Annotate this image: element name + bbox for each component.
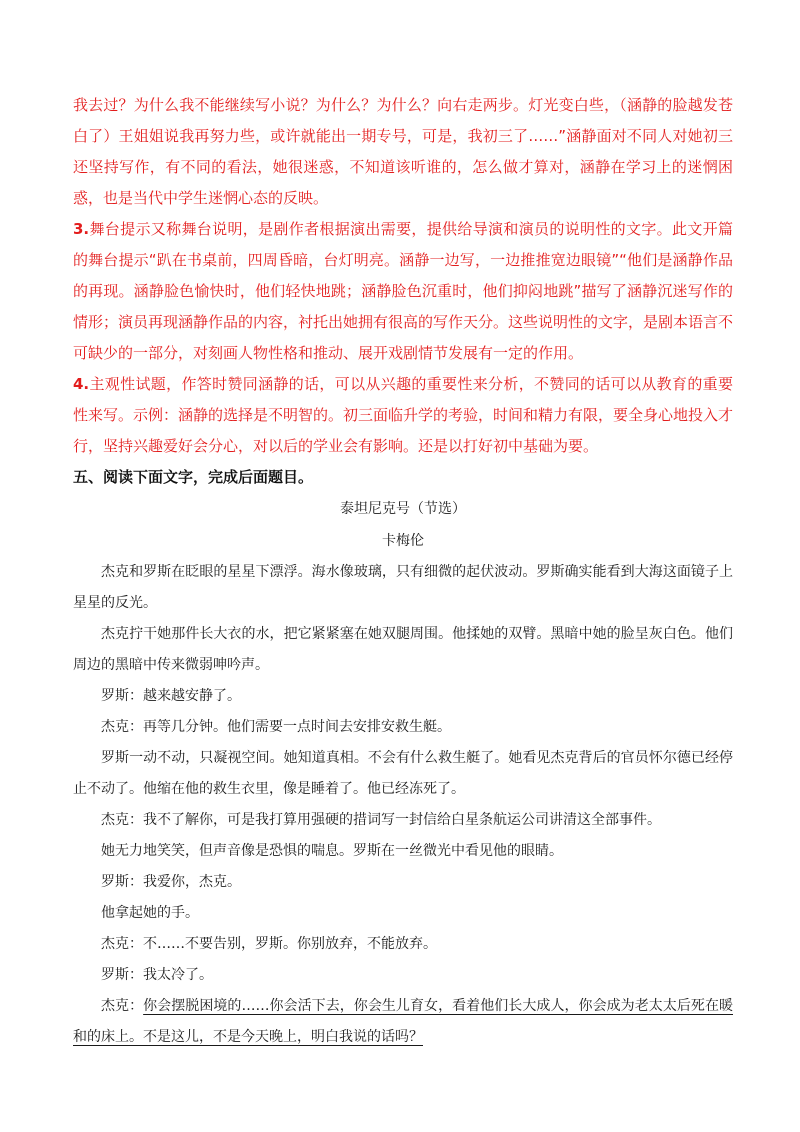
passage-paragraph: 杰克：再等几分钟。他们需要一点时间去安排安救生艇。	[101, 719, 451, 735]
passage-paragraph: 她无力地笑笑，但声音像是恐惧的喘息。罗斯在一丝微光中看见他的眼睛。	[101, 843, 563, 859]
answer-paragraph-continued: 我去过？为什么我不能继续写小说？为什么？为什么？向右走两步。灯光变白些，（涵静的脸越发苍白了）王姐姐说我再努力些，或许就能出一期专号，可是，我初三了……”涵静面对不同人对她初三还坚持写作，有不同的看法，她很迷惑，不知道该听谁的，怎么做才算对，涵静在学习上的迷惘困惑，也是当代中学生迷惘心态的反映。	[73, 96, 733, 207]
passage-paragraph-underlined	[73, 991, 733, 1053]
underlined-quote: 你会摆脱困境的……你会活下去，你会生儿育女，看着他们长大成人，你会成为老太太后死在暖和的床上。不是这儿，不是今天晚上，明白我说的话吗？	[73, 998, 733, 1045]
document-page	[73, 90, 733, 1053]
answer-item-3-text: 舞台提示又称舞台说明，是剧作者根据演出需要，提供给导演和演员的说明性的文字。此文开篇的舞台提示“趴在书桌前，四周昏暗，台灯明亮。涵静一边写，一边推推宽边眼镜”“他们是涵静作品的再现。涵静脸色愉快时，他们轻快地跳；涵静脸色沉重时，他们抑闷地跳”描写了涵静沉迷写作的情形；演员再现涵静作品的内容，衬托出她拥有很高的写作天分。这些说明性的文字，是剧本语言不可缺少的一部分，对刻画人物性格和推动、展开戏剧情节发展有一定的作用。	[73, 220, 734, 362]
passage-paragraph: 杰克和罗斯在眨眼的星星下漂浮。海水像玻璃，只有细微的起伏波动。罗斯确实能看到大海这面镜子上星星的反光。	[73, 564, 733, 611]
passage-paragraph: 杰克：不……不要告别，罗斯。你别放弃，不能放弃。	[101, 936, 437, 952]
answer-item-4-text: 主观性试题，作答时赞同涵静的话，可以从兴趣的重要性来分析，不赞同的话可以从教育的重要性来写。示例：涵静的选择是不明智的。初三面临升学的考验，时间和精力有限，要全身心地投入才行，坚持兴趣爱好会分心，对以后的学业会有影响。还是以打好初中基础为要。	[73, 375, 734, 455]
section-heading: 五、阅读下面文字，完成后面题目。	[73, 468, 314, 486]
speaker-label: 杰克：	[101, 998, 144, 1014]
answer-item-3	[73, 214, 733, 369]
answer-item-4	[73, 369, 733, 462]
answer-item-3-number: 3.	[73, 220, 90, 238]
passage-paragraph: 罗斯：我爱你，杰克。	[101, 874, 241, 890]
passage-author: 卡梅伦	[382, 533, 424, 549]
answer-item-4-number: 4.	[73, 375, 90, 393]
passage-paragraph: 杰克拧干她那件长大衣的水，把它紧紧塞在她双腿周围。他揉她的双臂。黑暗中她的脸呈灰白色。他们周边的黑暗中传来微弱呻吟声。	[73, 626, 733, 673]
passage-paragraph: 罗斯：越来越安静了。	[101, 688, 241, 704]
passage-paragraph: 杰克：我不了解你，可是我打算用强硬的措词写一封信给白星条航运公司讲清这全部事件。	[101, 812, 661, 828]
passage-paragraph: 罗斯一动不动，只凝视空间。她知道真相。不会有什么救生艇了。她看见杰克背后的官员怀尔德已经停止不动了。他缩在他的救生衣里，像是睡着了。他已经冻死了。	[73, 750, 733, 797]
passage-paragraph: 他拿起她的手。	[101, 905, 199, 921]
passage-title: 泰坦尼克号（节选）	[340, 501, 466, 517]
passage-paragraph: 罗斯：我太冷了。	[101, 967, 213, 983]
